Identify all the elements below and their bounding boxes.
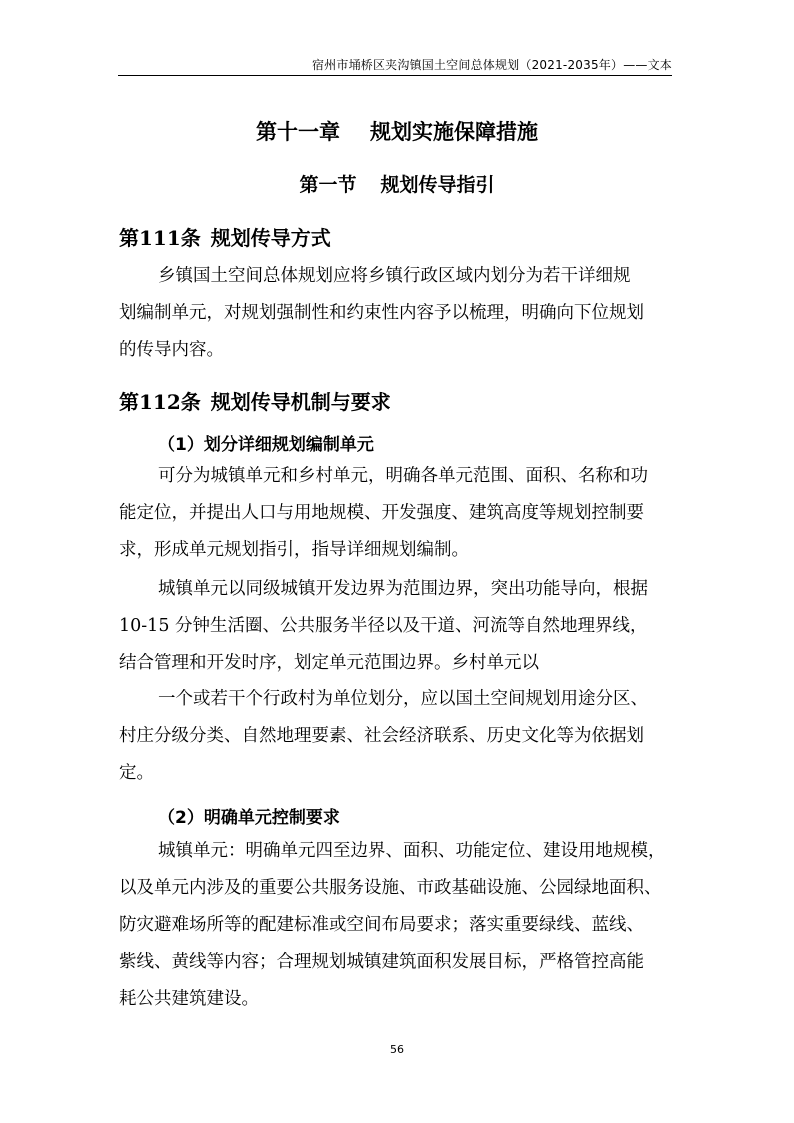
- article-number: 第111条: [119, 226, 201, 250]
- body-line: 10-15 分钟生活圈、公共服务半径以及干道、河流等自然地理界线，: [119, 616, 648, 636]
- header-rule: [118, 75, 672, 76]
- section-title: 规划传导指引: [380, 174, 495, 196]
- body-line: 村庄分级分类、自然地理要素、社会经济联系、历史文化等为依据划: [119, 726, 644, 746]
- body-line: 能定位，并提出人口与用地规模、开发强度、建筑高度等规划控制要: [119, 503, 644, 523]
- subsection-heading: （1）划分详细规划编制单元: [158, 435, 374, 455]
- body-line: 防灾避难场所等的配建标准或空间布局要求；落实重要绿线、蓝线、: [119, 915, 644, 935]
- article-heading: [119, 222, 331, 251]
- body-line: 求，形成单元规划指引，指导详细规划编制。: [119, 540, 469, 560]
- body-line: 以及单元内涉及的重要公共服务设施、市政基础设施、公园绿地面积、: [119, 878, 662, 898]
- body-line: 紫线、黄线等内容；合理规划城镇建筑面积发展目标，严格管控高能: [119, 952, 644, 972]
- chapter-heading: [0, 116, 794, 146]
- subsection-heading: （2）明确单元控制要求: [158, 808, 340, 828]
- body-line: 可分为城镇单元和乡村单元，明确各单元范围、面积、名称和功: [158, 466, 648, 486]
- page-number: 56: [390, 1043, 404, 1056]
- body-line: 乡镇国土空间总体规划应将乡镇行政区域内划分为若干详细规: [158, 266, 631, 286]
- body-line: 城镇单元以同级城镇开发边界为范围边界，突出功能导向，根据: [158, 579, 648, 599]
- body-line: 定。: [119, 763, 154, 783]
- article-title: 规划传导方式: [210, 226, 331, 250]
- body-line: 耗公共建筑建设。: [119, 989, 259, 1009]
- body-line: 的传导内容。: [119, 340, 224, 360]
- body-line: 一个或若干个行政村为单位划分，应以国土空间规划用途分区、: [158, 689, 648, 709]
- chapter-title: 规划实施保障措施: [370, 120, 538, 144]
- article-title: 规划传导机制与要求: [210, 390, 391, 414]
- article-number: 第112条: [119, 390, 201, 414]
- section-number: 第一节: [299, 174, 357, 196]
- body-line: 结合管理和开发时序，划定单元范围边界。乡村单元以: [119, 653, 539, 673]
- running-header: 宿州市埇桥区夹沟镇国土空间总体规划（2021-2035年）——文本: [311, 58, 672, 72]
- body-line: 划编制单元，对规划强制性和约束性内容予以梳理，明确向下位规划: [119, 303, 644, 323]
- section-heading: [0, 170, 794, 197]
- chapter-number: 第十一章: [256, 120, 340, 144]
- article-heading: [119, 386, 391, 415]
- body-line: 城镇单元：明确单元四至边界、面积、功能定位、建设用地规模，: [158, 841, 666, 861]
